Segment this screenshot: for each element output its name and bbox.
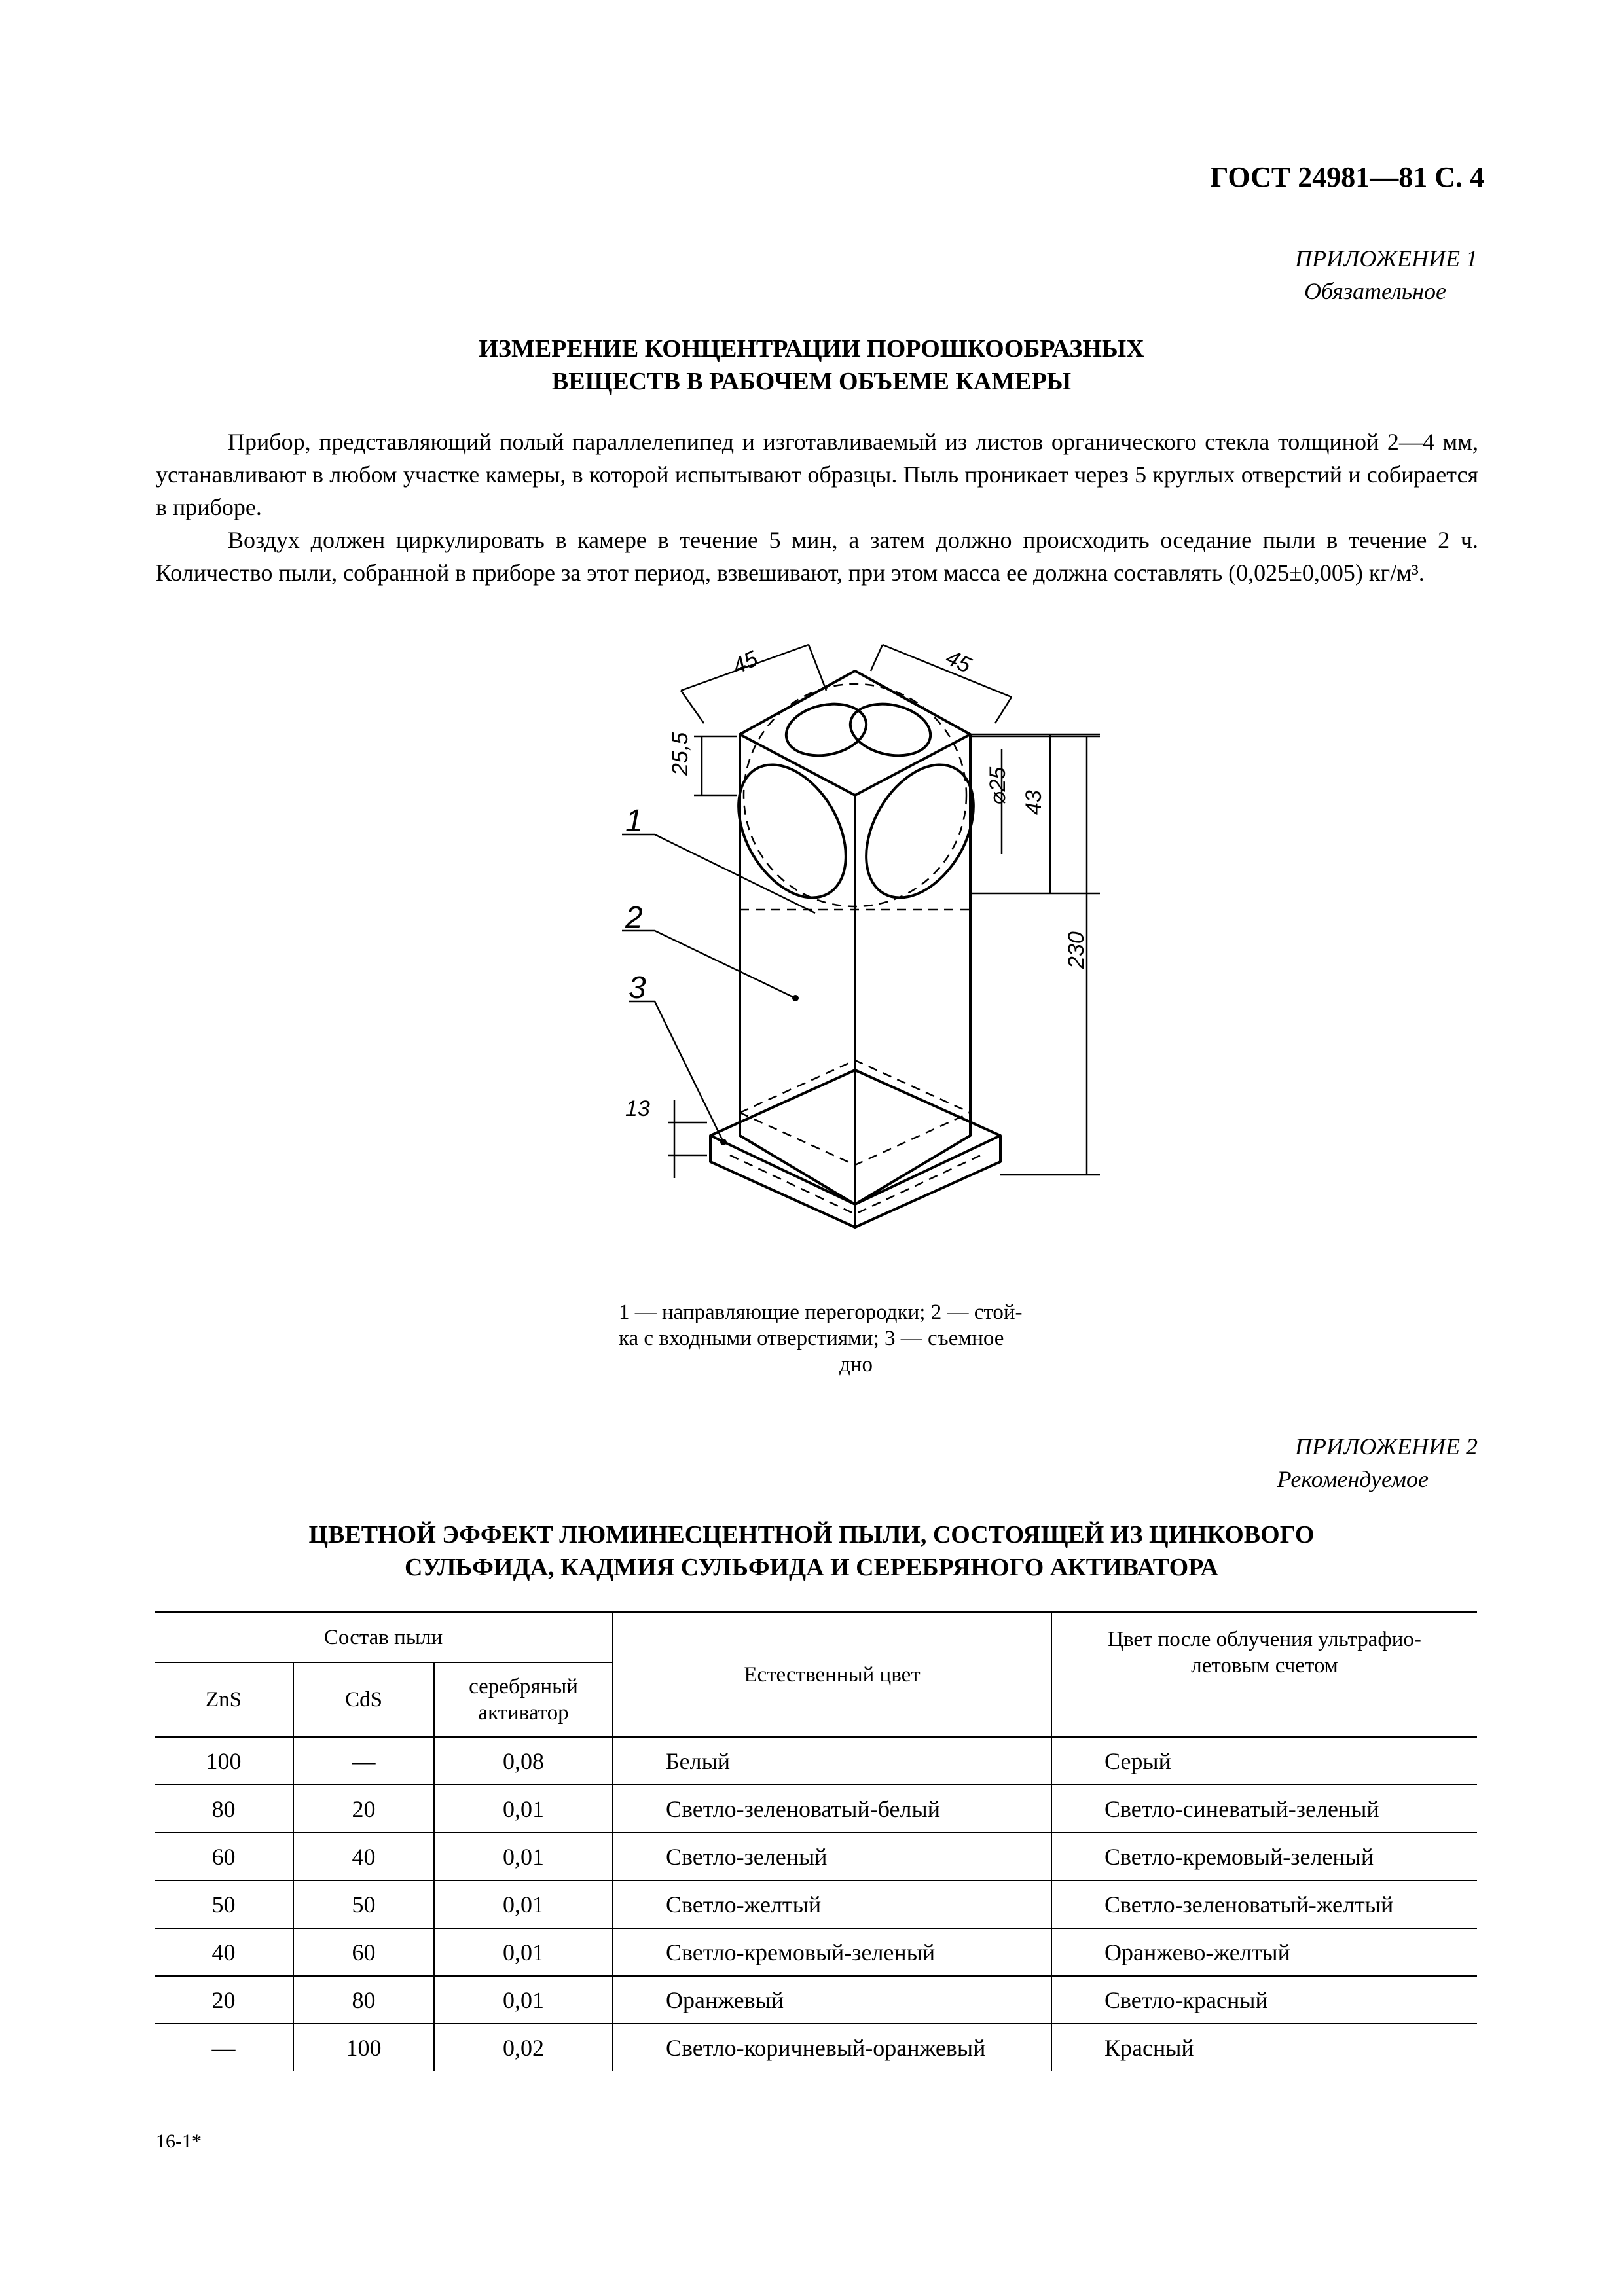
dim-hole-height: 43 (1021, 790, 1046, 815)
appendix1-title-line1: ИЗМЕРЕНИЕ КОНЦЕНТРАЦИИ ПОРОШКООБРАЗНЫХ (479, 335, 1144, 363)
cell-uv: Серый (1051, 1737, 1477, 1785)
cell-activator: 0,01 (434, 1833, 613, 1880)
cell-uv: Светло-синеватый-зеленый (1051, 1785, 1477, 1833)
caption-line2: ка с входными отверстиями; 3 — съемное (619, 1327, 1004, 1350)
dim-width-right: 45 (941, 645, 976, 678)
cell-zns: 80 (155, 1785, 293, 1833)
cell-activator: 0,01 (434, 1928, 613, 1976)
appendix1-label-block (1295, 242, 1478, 308)
appendix2-title-line2: СУЛЬФИДА, КАДМИЯ СУЛЬФИДА И СЕРЕБРЯНОГО АКТИВАТОРА (405, 1554, 1218, 1581)
table-row (155, 1785, 1477, 1833)
cell-zns: 20 (155, 1976, 293, 2024)
table-row (155, 2024, 1477, 2071)
callout-2: 2 (625, 901, 643, 935)
table-body (155, 1737, 1477, 2071)
cell-natural: Светло-зеленоватый-белый (613, 1785, 1051, 1833)
cell-cds: 100 (293, 2024, 434, 2071)
appendix2-title-line1: ЦВЕТНОЙ ЭФФЕКТ ЛЮМИНЕСЦЕНТНОЙ ПЫЛИ, СОСТОЯЩЕЙ ИЗ ЦИНКОВОГО (308, 1521, 1315, 1549)
top-hole (781, 697, 871, 762)
cell-zns: 60 (155, 1833, 293, 1880)
page-footer: 16-1* (156, 2130, 202, 2152)
composition-table (155, 1611, 1477, 2071)
cell-cds: 60 (293, 1928, 434, 1976)
cell-activator: 0,08 (434, 1737, 613, 1785)
appendix1-label: ПРИЛОЖЕНИЕ 1 (1295, 245, 1478, 272)
group-header: Состав пыли (155, 1613, 613, 1663)
cell-natural: Светло-кремовый-зеленый (613, 1928, 1051, 1976)
col-activator-header: серебряный активатор (434, 1662, 613, 1737)
cell-uv: Светло-кремовый-зеленый (1051, 1833, 1477, 1880)
cell-activator: 0,01 (434, 1880, 613, 1928)
dim-total-height: 230 (1064, 931, 1089, 969)
col-uv-header: Цвет после облучения ультрафио-летовым счетом (1051, 1613, 1477, 1738)
figure-caption (619, 1299, 1093, 1378)
dim-base-thickness: 13 (625, 1096, 650, 1121)
col-cds-header: CdS (293, 1662, 434, 1737)
cell-zns: 40 (155, 1928, 293, 1976)
cell-natural: Светло-коричневый-оранжевый (613, 2024, 1051, 2071)
cell-uv: Светло-красный (1051, 1976, 1477, 2024)
callout-3: 3 (629, 971, 646, 1005)
paragraph-1: Прибор, представляющий полый параллелепипед и изготавливаемый из листов органического стекла толщиной 2—4 мм, устанавливают в любом участке камеры, в которой испытывают образцы. Пыль проникает через 5 круглых отверстий и собирается в приборе. (156, 429, 1478, 520)
paragraph-2: Воздух должен циркулировать в камере в течение 5 мин, а затем должно происходить оседание пыли в течение 2 ч. Количество пыли, собранной в приборе за этот период, взвешивают, при этом масса ее должна составлять (0,025±0,005) кг/м³. (156, 527, 1478, 586)
cell-natural: Светло-зеленый (613, 1833, 1051, 1880)
cell-uv: Красный (1051, 2024, 1477, 2071)
page-header: ГОСТ 24981—81 С. 4 (1210, 161, 1484, 193)
appendix1-title-line2: ВЕЩЕСТВ В РАБОЧЕМ ОБЪЕМЕ КАМЕРЫ (551, 368, 1072, 395)
appendix2-label: ПРИЛОЖЕНИЕ 2 (1295, 1433, 1478, 1460)
cell-cds: 50 (293, 1880, 434, 1928)
appendix1-title (0, 332, 1623, 398)
cell-uv: Светло-зеленоватый-желтый (1051, 1880, 1477, 1928)
cell-activator: 0,01 (434, 1785, 613, 1833)
col-natural-header: Естественный цвет (613, 1613, 1051, 1738)
cell-cds: 40 (293, 1833, 434, 1880)
cell-activator: 0,02 (434, 2024, 613, 2071)
cell-cds: — (293, 1737, 434, 1785)
table-row (155, 1833, 1477, 1880)
caption-line1: 1 — направляющие перегородки; 2 — стой- (619, 1300, 1023, 1324)
dim-offset: 25,5 (668, 732, 693, 776)
chamber-device-drawing (622, 628, 1120, 1276)
table-row (155, 1880, 1477, 1928)
col-zns-header: ZnS (155, 1662, 293, 1737)
appendix2-label-block (1277, 1430, 1478, 1496)
cell-cds: 20 (293, 1785, 434, 1833)
appendix1-body (156, 425, 1478, 589)
table-row (155, 1976, 1477, 2024)
cell-zns: 100 (155, 1737, 293, 1785)
cell-zns: 50 (155, 1880, 293, 1928)
cell-natural: Белый (613, 1737, 1051, 1785)
appendix1-status: Обязательное (1304, 278, 1446, 304)
dim-width-left: 45 (728, 646, 762, 679)
cell-zns: — (211, 2034, 236, 2061)
cell-natural: Светло-желтый (613, 1880, 1051, 1928)
table-row (155, 1737, 1477, 1785)
cell-cds: 80 (293, 1976, 434, 2024)
appendix2-title (0, 1518, 1623, 1584)
cell-activator: 0,01 (434, 1976, 613, 2024)
appendix2-status: Рекомендуемое (1277, 1466, 1429, 1492)
cell-natural: Оранжевый (613, 1976, 1051, 2024)
cell-uv: Оранжево-желтый (1051, 1928, 1477, 1976)
right-hole (844, 746, 995, 917)
dim-hole-diameter: ⌀25 (985, 766, 1010, 805)
table-row (155, 1928, 1477, 1976)
caption-line3: дно (839, 1353, 873, 1376)
callout-1: 1 (625, 804, 643, 838)
